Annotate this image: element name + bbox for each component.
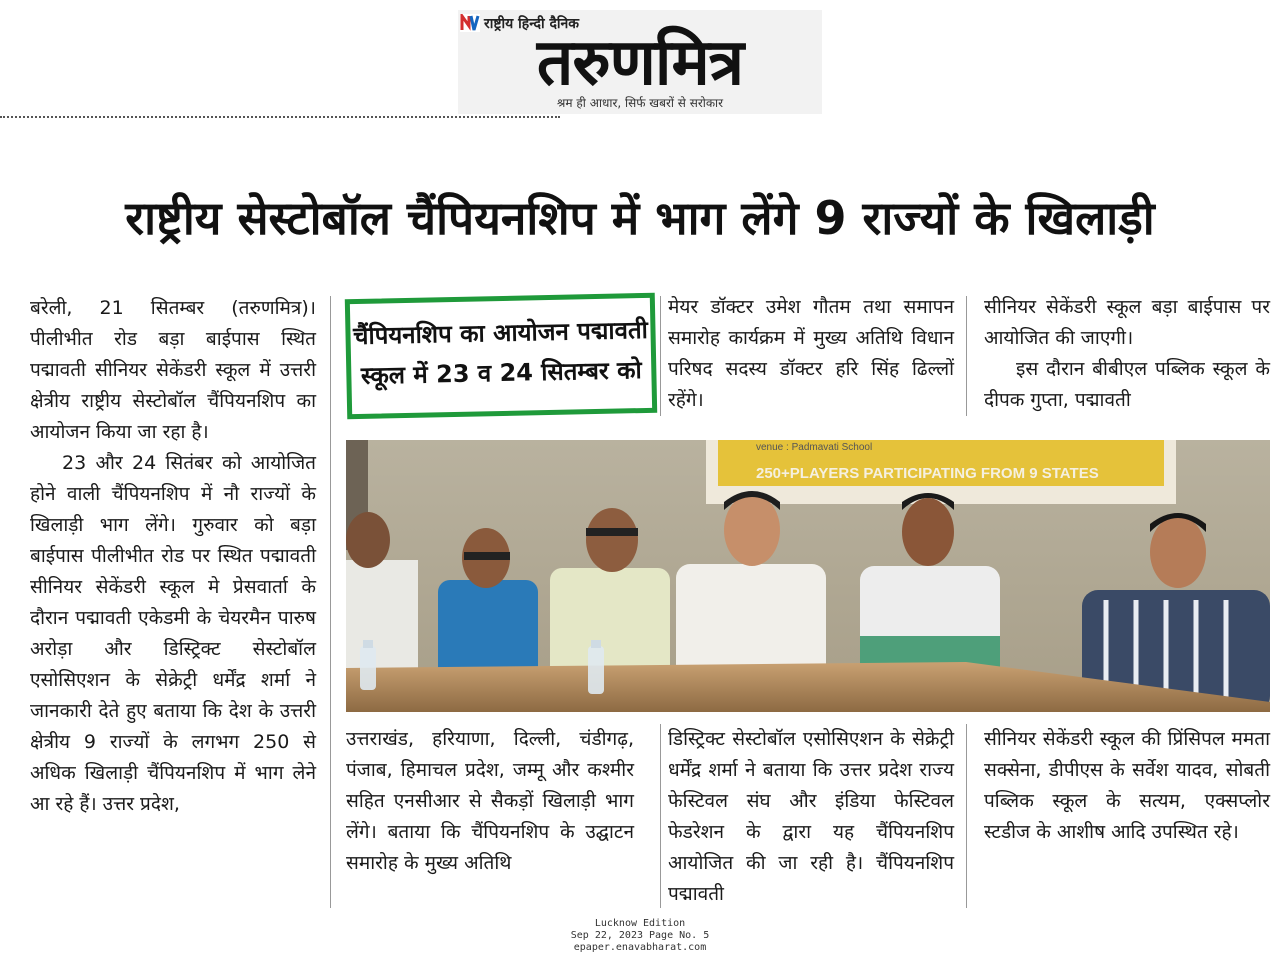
paragraph: 23 और 24 सितंबर को आयोजित होने वाली चैंपियनशिप में नौ राज्यों के खिलाड़ी भाग लेंगे। गुरुवार को बड़ा बाईपास पीलीभीत रोड पर स्थित पद्मावती सीनियर सेकेंडरी स्कूल मे प्रेसवार्ता के दौरान पद्मावती एकेडमी के चेयरमैन पारुष अरोड़ा और डिस्ट्रिक्ट सेस्टोबॉल एसोसिएशन के सेक्रेट्री धर्मेंद्र शर्मा ने जानकारी देते हुए बताया कि देश के उत्तरी क्षेत्रीय 9 राज्यों के लगभग 250 से अधिक खिलाड़ी चैंपियनशिप में भाग लेने आ रहे हैं। उत्तर प्रदेश,	[30, 452, 316, 815]
paragraph: सीनियर सेकेंडरी स्कूल बड़ा बाईपास पर आयोजित की जाएगी।	[984, 296, 1270, 349]
article-column-1	[30, 293, 316, 820]
banner-text: 250+PLAYERS PARTICIPATING FROM 9 STATES	[756, 465, 1099, 482]
article-column-2	[346, 724, 634, 879]
paragraph: बरेली, 21 सितम्बर (तरुणमित्र)। पीलीभीत रोड बड़ा बाईपास स्थित पद्मावती सीनियर सेकेंडरी स्कूल में उत्तरी क्षेत्रीय राष्ट्रीय सेस्टोबॉल चैंपियनशिप का आयोजन किया जा रहा है।	[30, 297, 316, 443]
banner-top-text: venue : Padmavati School	[756, 442, 873, 453]
column-divider	[966, 296, 967, 416]
column-divider	[660, 296, 661, 416]
page-footer	[0, 918, 1280, 954]
paragraph: डिस्ट्रिक्ट सेस्टोबॉल एसोसिएशन के सेक्रेट्री धर्मेंद्र शर्मा ने बताया कि उत्तर प्रदेश राज्य फेस्टिवल संघ और इंडिया फेस्टिवल फेडरेशन के द्वारा यह चैंपियनशिप आयोजित की जा रही है। चैंपियनशिप पद्मावती	[668, 728, 954, 905]
date-page-label: Sep 22, 2023 Page No. 5	[570, 930, 710, 941]
article-column-4-top	[984, 292, 1270, 416]
water-bottle	[360, 640, 376, 690]
water-bottle	[588, 640, 604, 694]
masthead-slogan: श्रम ही आधार, सिर्फ खबरों से सरोकार	[556, 96, 724, 110]
edition-label: Lucknow Edition	[594, 918, 686, 929]
article-column-4-bottom	[984, 724, 1270, 848]
photo-illustration	[346, 440, 1270, 712]
column-divider	[660, 724, 661, 908]
pull-quote-box	[345, 293, 657, 419]
paragraph: मेयर डॉक्टर उमेश गौतम तथा समापन समारोह कार्यक्रम में मुख्य अतिथि विधान परिषद सदस्य डॉक्टर हरि सिंह ढिल्लों रहेंगे।	[668, 296, 954, 411]
pull-quote-line: चैंपियनशिप का आयोजन पद्मावती	[352, 315, 649, 351]
column-divider	[330, 296, 331, 908]
masthead-tagline: राष्ट्रीय हिन्दी दैनिक	[484, 16, 580, 32]
column-divider	[966, 724, 967, 908]
press-conference-photo	[346, 440, 1270, 712]
scan-noise-line	[0, 116, 560, 126]
site-label: epaper.enavabharat.com	[573, 942, 707, 953]
paragraph: सीनियर सेकेंडरी स्कूल की प्रिंसिपल ममता सक्सेना, डीपीएस के सर्वेश यादव, सोबती पब्लिक स्कूल के सत्यम, एक्सप्लोर स्टडीज के आशीष आदि उपस्थित रहे।	[984, 728, 1270, 843]
paragraph: उत्तराखंड, हरियाणा, दिल्ली, चंडीगढ़, पंजाब, हिमाचल प्रदेश, जम्मू और कश्मीर सहित एनसीआर से सैकड़ों खिलाड़ी भाग लेंगे। बताया कि चैंपियनशिप के उद्घाटन समारोह के मुख्य अतिथि	[346, 728, 634, 874]
masthead	[458, 10, 822, 114]
article-column-3-bottom	[668, 724, 954, 910]
newspaper-name: तरुणमित्र	[536, 26, 744, 100]
article-headline: राष्ट्रीय सेस्टोबॉल चैंपियनशिप में भाग लेंगे 9 राज्यों के खिलाड़ी	[125, 191, 1155, 245]
pull-quote-line: स्कूल में 23 व 24 सितम्बर को	[360, 356, 642, 390]
paragraph: इस दौरान बीबीएल पब्लिक स्कूल के दीपक गुप्ता, पद्मावती	[984, 358, 1270, 411]
article-column-3-top	[668, 292, 954, 416]
